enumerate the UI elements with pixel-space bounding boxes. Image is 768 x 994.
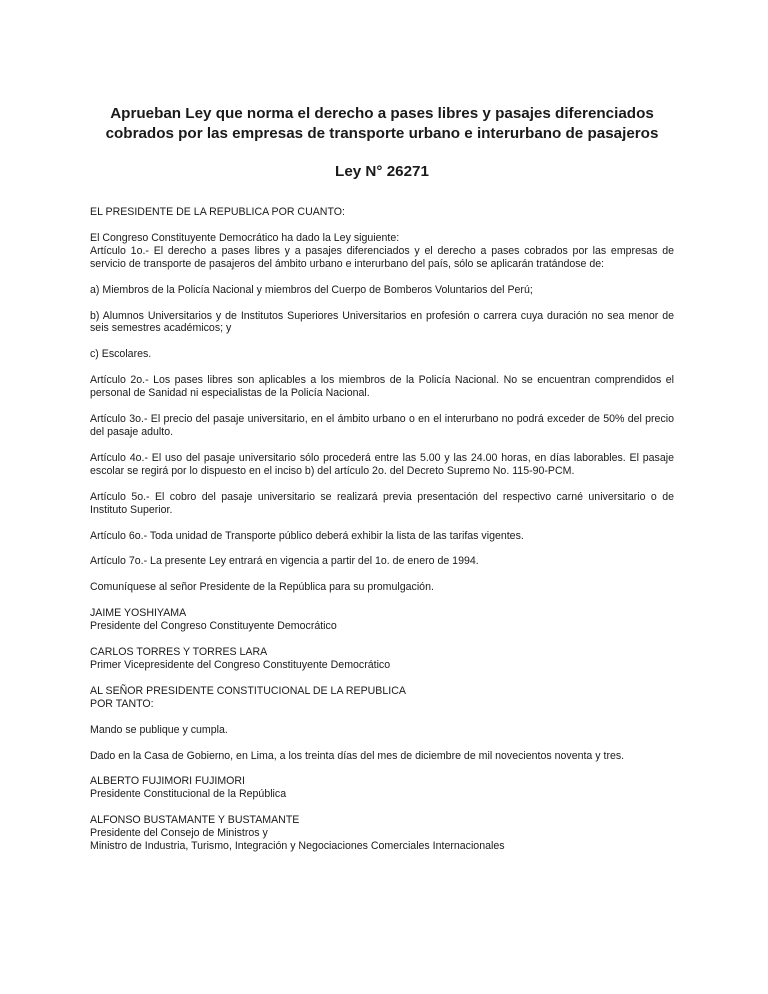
congress-intro: El Congreso Constituyente Democrático ha dado la Ley siguiente: — [90, 231, 400, 244]
article-5: Artículo 5o.- El cobro del pasaje universitario se realizará previa presentación del respectivo carné universitario o de Instituto Superior. — [90, 490, 674, 516]
article-7: Artículo 7o.- La presente Ley entrará en vigencia a partir del 1o. de enero de 1994. — [90, 555, 479, 568]
item-a: a) Miembros de la Policía Nacional y miembros del Cuerpo de Bomberos Voluntarios del Perú; — [90, 283, 533, 296]
address-block — [90, 685, 674, 711]
signatory-role: Presidente Constitucional de la República — [90, 788, 287, 801]
document-body — [90, 206, 674, 853]
article-4: Artículo 4o.- El uso del pasaje universitario sólo procederá entre las 5.00 y las 24.00 horas, en días laborables. El pasaje escolar se regirá por lo dispuesto en el inciso b) del artículo 2o. del Decreto Supremo No. 115-90-PCM. — [90, 451, 674, 477]
title-line-2: cobrados por las empresas de transporte urbano e interurbano de pasajeros — [105, 125, 659, 142]
address-line-2: POR TANTO: — [90, 697, 154, 710]
title-line-1: Aprueban Ley que norma el derecho a pases libres y pasajes diferenciados — [110, 105, 654, 122]
signatory-role: Presidente del Congreso Constituyente Democrático — [90, 620, 337, 633]
signatory-name: ALBERTO FUJIMORI FUJIMORI — [90, 775, 245, 788]
signatory-role: Primer Vicepresidente del Congreso Constituyente Democrático — [90, 658, 391, 671]
article-1-block — [90, 232, 674, 271]
article-2: Artículo 2o.- Los pases libres son aplicables a los miembros de la Policía Nacional. No se encuentran comprendidos el personal de Sanidad ni especialistas de la Policía Nacional. — [90, 374, 674, 400]
signatory-name: JAIME YOSHIYAMA — [90, 607, 187, 620]
mando: Mando se publique y cumpla. — [90, 723, 228, 736]
signatory-name: ALFONSO BUSTAMANTE Y BUSTAMANTE — [90, 814, 300, 827]
law-number: Ley N° 26271 — [335, 163, 429, 180]
signature-1 — [90, 607, 674, 633]
item-c: c) Escolares. — [90, 348, 152, 361]
signatory-role-line-1: Presidente del Consejo de Ministros y — [90, 827, 268, 840]
signature-3 — [90, 775, 674, 801]
address-line-1: AL SEÑOR PRESIDENTE CONSTITUCIONAL DE LA REPUBLICA — [90, 684, 406, 697]
signature-2 — [90, 646, 674, 672]
signatory-role-line-2: Ministro de Industria, Turismo, Integración y Negociaciones Comerciales Internacionales — [90, 840, 505, 853]
document-title — [90, 104, 674, 144]
article-3: Artículo 3o.- El precio del pasaje universitario, en el ámbito urbano o en el interurbano no podrá exceder de 50% del precio del pasaje adulto. — [90, 413, 674, 438]
communique: Comuníquese al señor Presidente de la República para su promulgación. — [90, 581, 434, 594]
dado: Dado en la Casa de Gobierno, en Lima, a los treinta días del mes de diciembre de mil novecientos noventa y tres. — [90, 749, 625, 762]
document-page — [90, 104, 674, 866]
article-1: Artículo 1o.- El derecho a pases libres y a pasajes diferenciados y el derecho a pases cobrados por las empresas de servicio de transporte de pasajeros del ámbito urbano e interurbano del país, sólo se aplicarán tratándose de: — [90, 244, 674, 270]
article-6: Artículo 6o.- Toda unidad de Transporte público deberá exhibir la lista de las tarifas vigentes. — [90, 529, 524, 542]
item-b: b) Alumnos Universitarios y de Institutos Superiores Universitarios en profesión o carrera cuya duración no sea menor de seis semestres académicos; y — [90, 309, 674, 335]
signature-4 — [90, 814, 674, 853]
preamble: EL PRESIDENTE DE LA REPUBLICA POR CUANTO: — [90, 206, 345, 218]
signatory-name: CARLOS TORRES Y TORRES LARA — [90, 646, 268, 659]
